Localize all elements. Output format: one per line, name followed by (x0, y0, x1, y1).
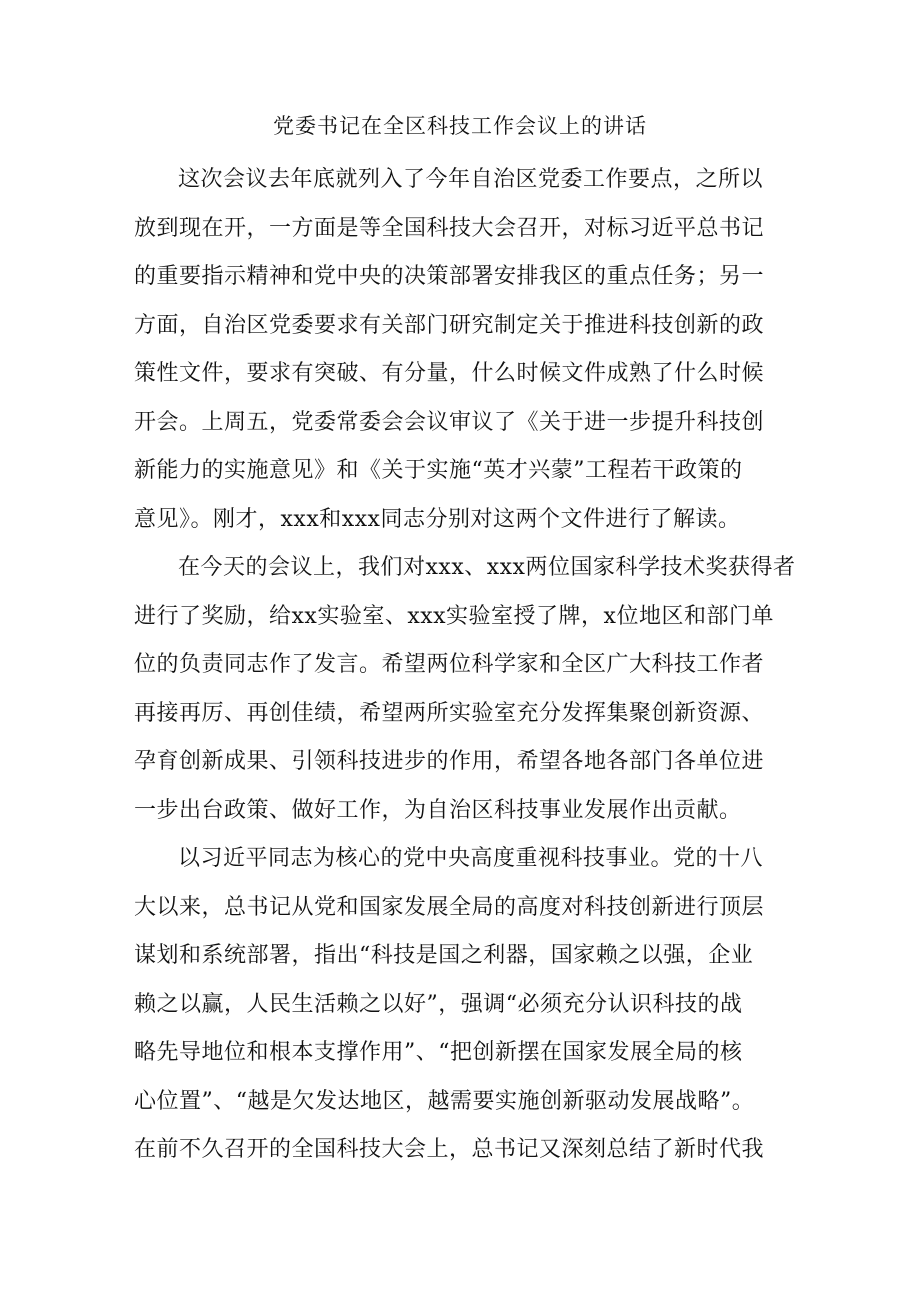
paragraph-line: 略先导地位和根本支撑作用”、“把创新摆在国家发展全局的核 (134, 1040, 743, 1065)
paragraph-line: 再接再厉、再创佳绩，希望两所实验室充分发挥集聚创新资源、 (134, 700, 765, 726)
paragraph-line: 策性文件，要求有突破、有分量，什么时候文件成熟了什么时候 (134, 361, 765, 386)
paragraph-line: 这次会议去年底就列入了今年自治区党委工作要点，之所以 (178, 167, 764, 192)
document-body (134, 156, 794, 1175)
paragraph-line: 开会。上周五，党委常委会会议审议了《关于进一步提升科技创 (134, 409, 765, 435)
paragraph-line: 在前不久召开的全国科技大会上，总书记又深刻总结了新时代我 (134, 1137, 765, 1162)
paragraph-3 (134, 835, 794, 1175)
paragraph-line: 进行了奖励，给xx实验室、xxx实验室授了牌，x位地区和部门单 (134, 603, 774, 629)
paragraph-1 (134, 156, 794, 544)
paragraph-line: 孕育创新成果、引领科技进步的作用，希望各地各部门各单位进 (134, 749, 765, 774)
paragraph-line: 新能力的实施意见》和《关于实施“英才兴蒙”工程若干政策的 (134, 458, 743, 483)
paragraph-line: 放到现在开，一方面是等全国科技大会召开，对标习近平总书记 (134, 215, 765, 241)
paragraph-line: 方面，自治区党委要求有关部门研究制定关于推进科技创新的政 (134, 312, 765, 338)
paragraph-line: 意见》。刚才，xxx和xxx同志分别对这两个文件进行了解读。 (134, 506, 741, 532)
paragraph-line: 一步出台政策、做好工作，为自治区科技事业发展作出贡献。 (134, 797, 742, 823)
document-title: 党委书记在全区科技工作会议上的讲话 (273, 114, 647, 138)
paragraph-line: 以习近平同志为核心的党中央高度重视科技事业。党的十八 (178, 846, 764, 871)
paragraph-line: 的重要指示精神和党中央的决策部署安排我区的重点任务；另一 (134, 264, 765, 289)
paragraph-line: 心位置”、“越是欠发达地区，越需要实施创新驱动发展战略”。 (134, 1088, 755, 1114)
paragraph-line: 赖之以赢，人民生活赖之以好”，强调“必须充分认识科技的战 (134, 991, 743, 1017)
paragraph-line: 在今天的会议上，我们对xxx、xxx两位国家科学技术奖获得者 (178, 555, 796, 580)
paragraph-line: 位的负责同志作了发言。希望两位科学家和全区广大科技工作者 (134, 652, 765, 677)
paragraph-line: 谋划和系统部署，指出“科技是国之利器，国家赖之以强，企业 (134, 943, 754, 968)
paragraph-line: 大以来，总书记从党和国家发展全局的高度对科技创新进行顶层 (134, 894, 765, 920)
paragraph-2 (134, 544, 794, 835)
